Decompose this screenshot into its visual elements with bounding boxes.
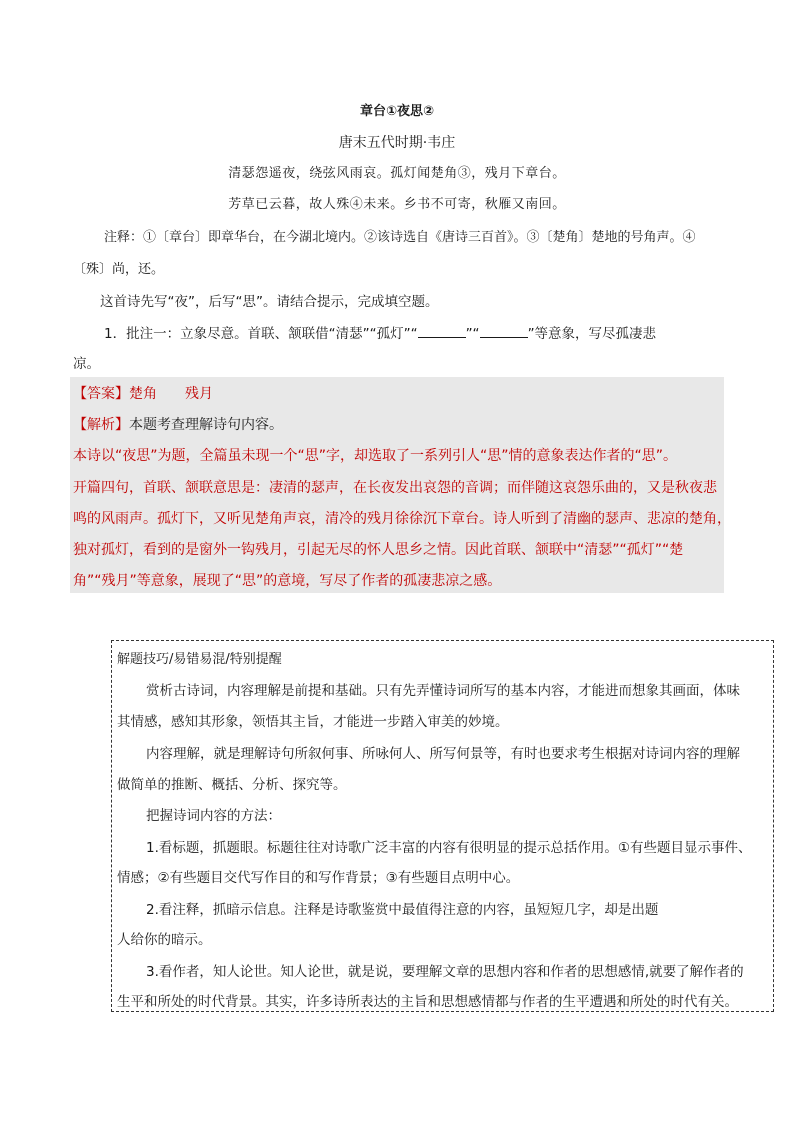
tips-line: 做简单的推断、概括、分析、探究等。 xyxy=(117,777,347,793)
answer-tag: 【答案】 xyxy=(73,386,129,402)
answer-row xyxy=(73,383,213,403)
tips-line: 把握诗词内容的方法： xyxy=(146,808,281,824)
analysis-line: 开篇四句，首联、颔联意思是：凄清的瑟声，在长夜发出哀怨的音调；而伴随这哀怨乐曲的，又是秋夜悲 xyxy=(73,480,717,496)
analysis-line: 独对孤灯，看到的是窗外一钩残月，引起无尽的怀人思乡之情。因此首联、颔联中“清瑟”“孤灯”“楚 xyxy=(73,542,684,558)
question-1 xyxy=(104,322,656,342)
poem-title: 章台①夜思② xyxy=(359,104,434,119)
analysis-line: 本诗以“夜思”为题，全篇虽未现一个“思”字，却选取了一系列引人“思”情的意象表达作者的“思”。 xyxy=(73,448,678,464)
tips-line: 其情感，感知其形象，领悟其主旨，才能进一步踏入审美的妙境。 xyxy=(117,714,509,730)
tips-line: 1.看标题，抓题眼。标题往往对诗歌广泛丰富的内容有很明显的提示总括作用。①有些题目显示事件、 xyxy=(146,840,752,856)
tips-line: 情感；②有些题目交代写作目的和写作背景；③有些题目点明中心。 xyxy=(117,870,520,886)
analysis-tag: 【解析】 xyxy=(73,417,129,433)
tips-line: 内容理解，就是理解诗句所叙何事、所咏何人、所写何景等，有时也要求考生根据对诗词内容的理解 xyxy=(146,746,740,762)
poem-line-2: 芳草已云暮，故人殊④未来。乡书不可寄，秋雁又南回。 xyxy=(228,197,566,212)
question-1-text-c: ”等意象，写尽孤凄悲 xyxy=(527,326,657,342)
answer-blank-1 xyxy=(418,325,466,338)
poem-author: 唐末五代时期·韦庄 xyxy=(338,135,456,151)
analysis-line: 角”“残月”等意象，展现了“思”的意境，写尽了作者的孤凄悲凉之感。 xyxy=(73,573,502,589)
tips-line: 人给你的暗示。 xyxy=(117,932,212,948)
tips-title: 解题技巧/易错易混/特别提醒 xyxy=(117,652,282,667)
question-1-text-b: ”“ xyxy=(465,326,480,342)
poem-line-1: 清瑟怨遥夜，绕弦风雨哀。孤灯闻楚角③，残月下章台。 xyxy=(228,166,566,181)
question-1-text-a: 1．批注一：立象尽意。首联、颔联借“清瑟”“孤灯”“ xyxy=(104,326,418,342)
answer-text: 楚角 残月 xyxy=(129,386,213,402)
analysis-line: 鸣的风雨声。孤灯下，又听见楚角声哀，清冷的残月徐徐沉下章台。诗人听到了清幽的瑟声、悲凉的楚角， xyxy=(73,511,731,527)
tips-line: 2.看注释，抓暗示信息。注释是诗歌鉴赏中最值得注意的内容，虽短短几字，却是出题 xyxy=(146,902,659,918)
tips-line: 赏析古诗词，内容理解是前提和基础。只有先弄懂诗词所写的基本内容，才能进而想象其画面，体味 xyxy=(146,683,740,699)
notes-line-2: 〔殊〕尚，还。 xyxy=(73,262,165,277)
tips-line: 3.看作者，知人论世。知人论世，就是说，要理解文章的思想内容和作者的思想感情,就要了解作者的 xyxy=(146,964,744,980)
tips-line: 生平和所处的时代背景。其实，许多诗所表达的主旨和思想感情都与作者的生平遭遇和所处的时代有关。 xyxy=(117,994,738,1010)
answer-blank-2 xyxy=(480,325,528,338)
analysis-summary: 本题考查理解诗句内容。 xyxy=(129,417,283,433)
question-1-continued: 凉。 xyxy=(73,356,100,372)
notes-line-1: 注释：①〔章台〕即章华台，在今湖北境内。②该诗选自《唐诗三百首》。③〔楚角〕楚地的号角声。④ xyxy=(104,230,696,245)
analysis-row xyxy=(73,414,283,434)
instruction-text: 这首诗先写“夜”，后写“思”。请结合提示，完成填空题。 xyxy=(100,294,439,310)
